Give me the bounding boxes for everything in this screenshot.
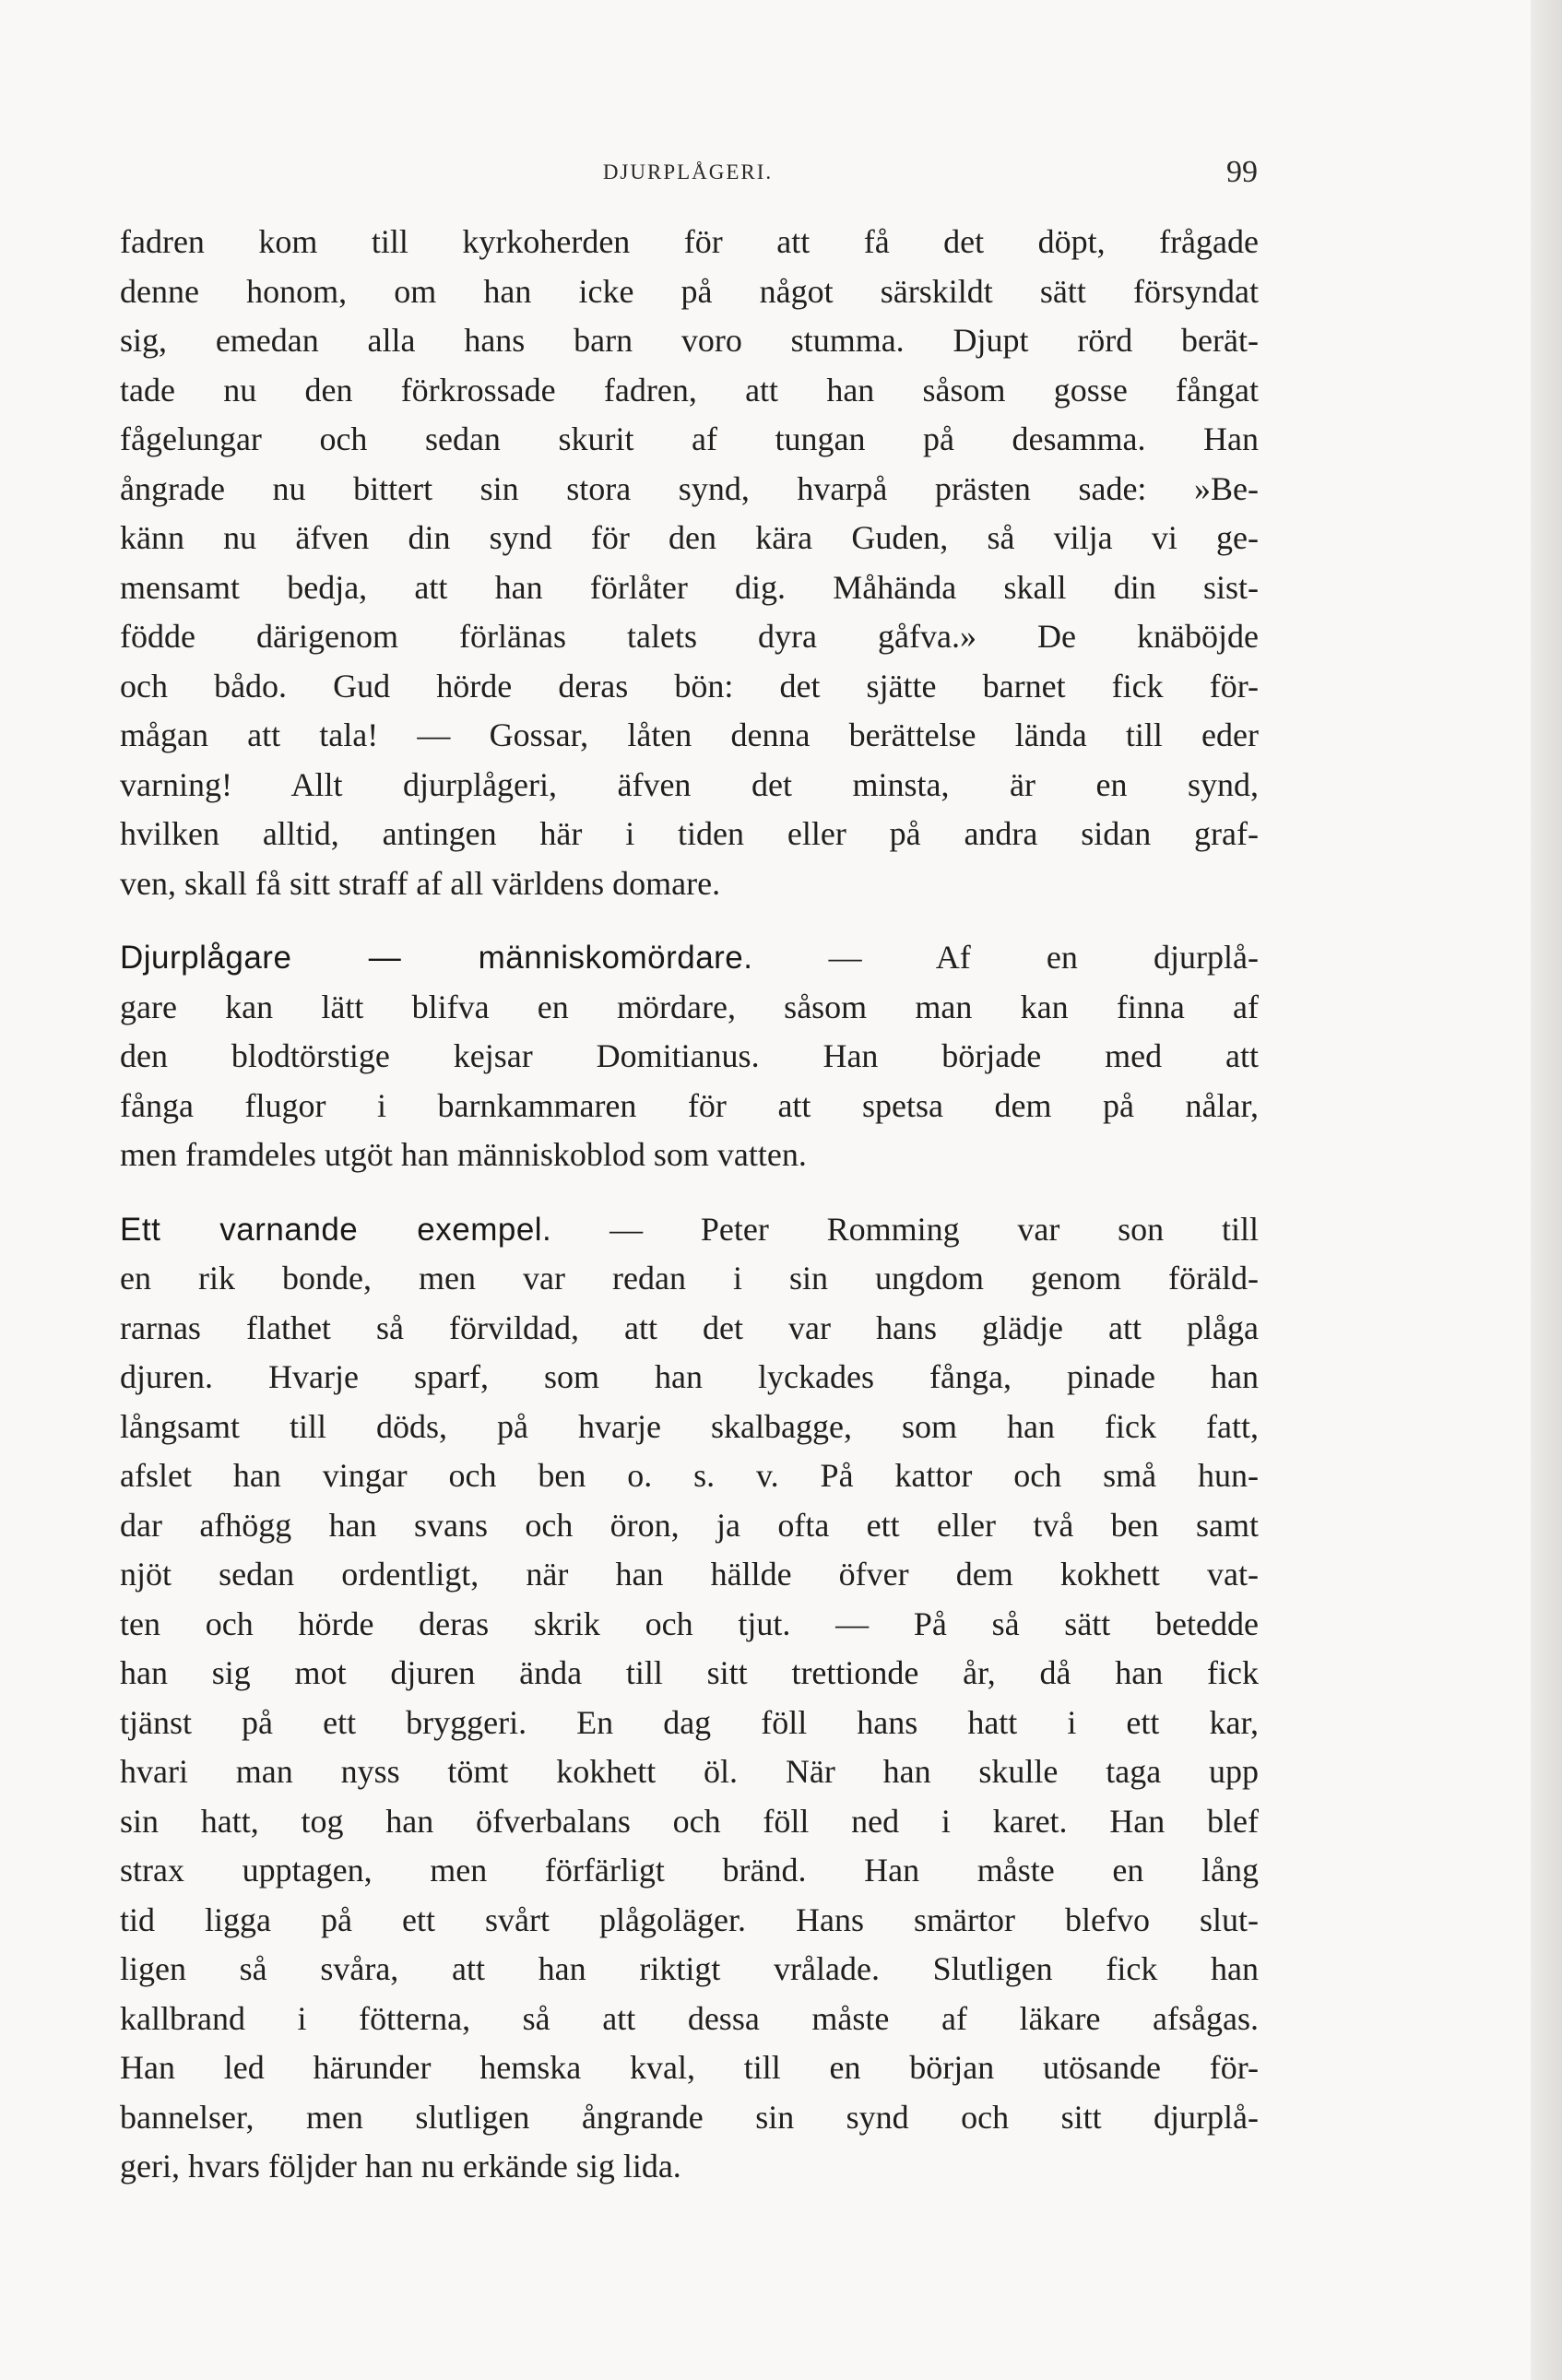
text-line: fånga flugor i barnkammaren för att spetsa dem på nålar, [120,1086,1259,1124]
text-line: en rik bonde, men var redan i sin ungdom genom föräld- [120,1260,1259,1297]
text-line: ligen så svåra, att han riktigt vrålade. Slutligen fick han [120,1950,1259,1987]
text-line: geri, hvars följder han nu erkände sig lida. [120,2148,681,2185]
paragraph-varnande-exempel [120,1205,1259,2192]
text-line: mågan att tala! — Gossar, låten denna berättelse lända till eder [120,716,1259,753]
text-line-with-heading [120,933,1259,983]
text-line: varning! Allt djurplågeri, äfven det minsta, är en synd, [120,765,1259,803]
text-line: sig, emedan alla hans barn voro stumma. Djupt rörd berät- [120,322,1259,359]
text-line: denne honom, om han icke på något särskildt sätt försyndat [120,272,1259,310]
paragraph-djurplagare [120,933,1259,1180]
text-line: ångrade nu bittert sin stora synd, hvarpå prästen sade: »Be- [120,469,1259,507]
text-line: Han led härunder hemska kval, till en början utösande för- [120,2049,1259,2086]
text-line: sin hatt, tog han öfverbalans och föll ned i karet. Han blef [120,1802,1259,1840]
text-line: tade nu den förkrossade fadren, att han såsom gosse fångat [120,371,1259,409]
text-line: fadren kom till kyrkoherden för att få det döpt, frågade [120,223,1259,260]
paragraph-gap [120,1180,1259,1205]
running-header [118,155,1258,195]
text-line: ten och hörde deras skrik och tjut. — På så sätt betedde [120,1604,1259,1642]
section-heading: Ett varnande exempel. [120,1211,552,1248]
text-line: den blodtörstige kejsar Domitianus. Han började med att [120,1037,1259,1074]
text-line: rarnas flathet så förvildad, att det var hans glädje att plåga [120,1308,1259,1346]
paragraph-story-continuation [120,218,1259,908]
running-title: DJURPLÅGERI. [602,160,774,184]
text-line: tid ligga på ett svårt plågoläger. Hans smärtor blefvo slut- [120,1900,1259,1938]
text-line: hvilken alltid, antingen här i tiden eller på andra sidan graf- [120,815,1259,852]
text-line: djuren. Hvarje sparf, som han lyckades fånga, pinade han [120,1358,1259,1395]
page-edge-shadow [1531,0,1562,2380]
text-line-with-heading [120,1205,1259,1255]
text-line: njöt sedan ordentligt, när han hällde öfver dem kokhett vat- [120,1556,1259,1593]
text-line: hvari man nyss tömt kokhett öl. När han skulle taga upp [120,1753,1259,1790]
page-number: 99 [1226,155,1258,189]
text-line: och bådo. Gud hörde deras bön: det sjätte barnet fick för- [120,667,1259,705]
text-run: — Peter Romming var son till [551,1210,1259,1248]
text-line: ven, skall få sitt straff af all världens domare. [120,864,721,902]
text-line: känn nu äfven din synd för den kära Guden, så vilja vi ge- [120,519,1259,556]
text-line: mensamt bedja, att han förlåter dig. Måhända skall din sist- [120,568,1259,606]
text-line: långsamt till döds, på hvarje skalbagge, som han fick fatt, [120,1407,1259,1445]
section-heading: Djurplågare — människomördare. [120,940,753,976]
paragraph-gap [120,908,1259,933]
text-line: afslet han vingar och ben o. s. v. På kattor och små hun- [120,1457,1259,1494]
text-line: fågelungar och sedan skurit af tungan på desamma. Han [120,420,1259,457]
text-line: han sig mot djuren ända till sitt trettionde år, då han fick [120,1654,1259,1691]
text-line: kallbrand i fötterna, så att dessa måste af läkare afsågas. [120,1999,1259,2037]
text-line: födde därigenom förlänas talets dyra gåfva.» De knäböjde [120,618,1259,655]
text-line: gare kan lätt blifva en mördare, såsom man kan finna af [120,988,1259,1025]
text-line: dar afhögg han svans och öron, ja ofta ett eller två ben samt [120,1506,1259,1544]
text-line: tjänst på ett bryggeri. En dag föll hans hatt i ett kar, [120,1703,1259,1741]
body-text [120,218,1259,2192]
text-line: men framdeles utgöt han människoblod som vatten. [120,1136,807,1173]
text-line: bannelser, men slutligen ångrande sin synd och sitt djurplå- [120,2098,1259,2136]
text-line: strax upptagen, men förfärligt bränd. Han måste en lång [120,1852,1259,1889]
text-run: — Af en djurplå- [752,939,1259,976]
